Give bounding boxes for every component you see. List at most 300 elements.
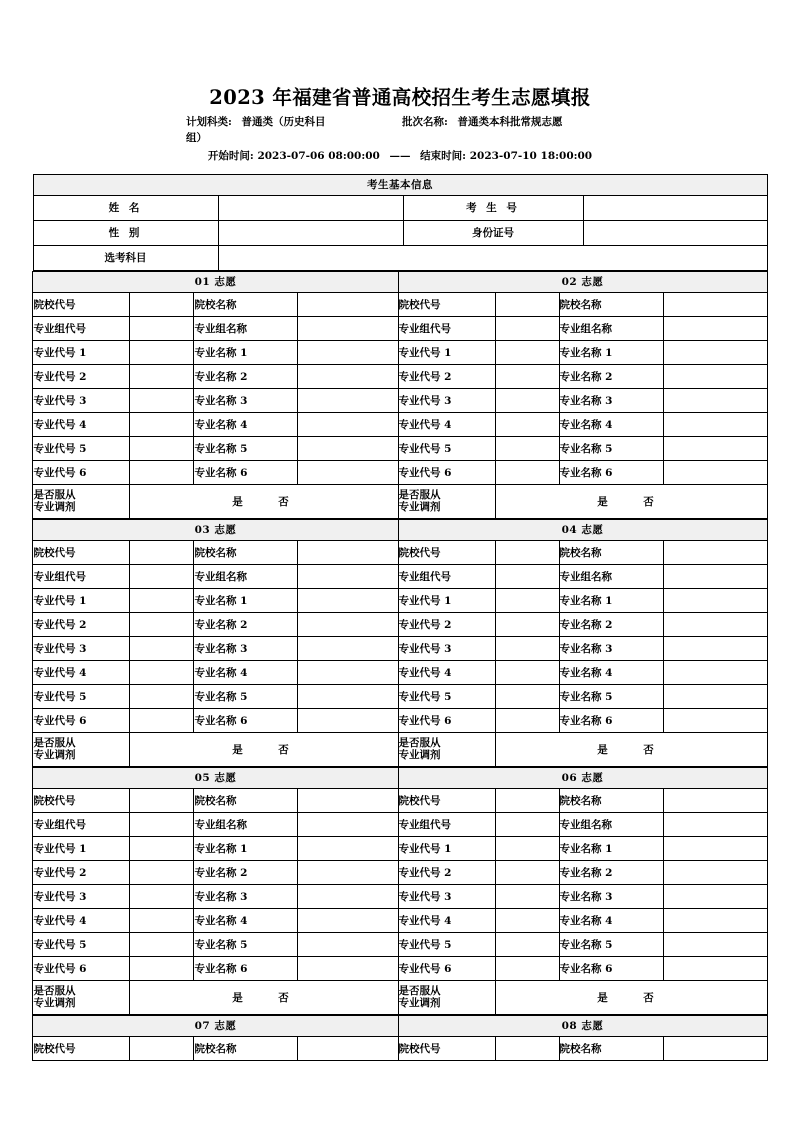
wish-3-major-name-6-field[interactable] [298, 708, 398, 732]
wish-header-row [33, 767, 767, 788]
wish-3-major-name-3-label: 专业名称 3 [194, 636, 298, 660]
table-row [33, 588, 767, 612]
wish-5-major-code-6-label: 专业代号 6 [33, 956, 130, 980]
wish-1-major-name-5-field[interactable] [298, 436, 398, 460]
wish-3-school-code-label: 院校代号 [33, 540, 130, 564]
wish-4-school-code-label: 院校代号 [398, 540, 495, 564]
wish-4-group-code-field[interactable] [495, 564, 559, 588]
adjust-label-line1: 是否服从 [398, 489, 441, 502]
wish-2-major-name-5-label: 专业名称 5 [559, 436, 663, 460]
wish-6-major-code-5-label: 专业代号 5 [398, 932, 495, 956]
table-row [33, 980, 767, 1014]
wish-5-adjust-label [33, 980, 130, 1014]
wish-3-major-code-5-label: 专业代号 5 [33, 684, 130, 708]
wish-2-major-code-4-field[interactable] [495, 412, 559, 436]
wish-6-major-name-4-label: 专业名称 4 [559, 908, 663, 932]
table-row [33, 708, 767, 732]
wish-3-group-name-label: 专业组名称 [194, 564, 298, 588]
wish-title-5: 05 志愿 [33, 767, 398, 788]
wish-2-major-code-5-label: 专业代号 5 [398, 436, 495, 460]
wish-1-major-name-4-field[interactable] [298, 412, 398, 436]
wish-5-major-name-2-field[interactable] [298, 860, 398, 884]
wish-6-adjust-options [495, 980, 767, 1014]
wish-7-school-code-field[interactable] [130, 1036, 194, 1060]
wish-1-adjust-options [130, 484, 398, 518]
wish-3-group-code-field[interactable] [130, 564, 194, 588]
table-row [33, 884, 767, 908]
adjust-label-line2: 专业调剂 [33, 749, 76, 762]
wish-5-adjust-options [130, 980, 398, 1014]
wish-5-major-name-6-field[interactable] [298, 956, 398, 980]
wish-3-major-name-2-field[interactable] [298, 612, 398, 636]
wish-2-major-code-3-label: 专业代号 3 [398, 388, 495, 412]
meta-row-time [0, 147, 800, 165]
wish-3-major-name-2-label: 专业名称 2 [194, 612, 298, 636]
wish-5-group-name-field[interactable] [298, 812, 398, 836]
wish-1-major-code-2-field[interactable] [130, 364, 194, 388]
wish-5-major-code-1-label: 专业代号 1 [33, 836, 130, 860]
wish-3-major-code-3-label: 专业代号 3 [33, 636, 130, 660]
wish-3-school-name-field[interactable] [298, 540, 398, 564]
adjust-label-line1: 是否服从 [398, 985, 441, 998]
subjects-label: 选考科目 [33, 245, 218, 270]
wish-3-major-code-6-label: 专业代号 6 [33, 708, 130, 732]
wish-1-major-name-1-field[interactable] [298, 340, 398, 364]
table-row [33, 484, 767, 518]
wish-5-major-code-3-field[interactable] [130, 884, 194, 908]
table-row [33, 195, 767, 220]
wish-4-major-code-5-field[interactable] [495, 684, 559, 708]
table-row [33, 388, 767, 412]
table-row [33, 292, 767, 316]
wish-8-school-code-label: 院校代号 [398, 1036, 495, 1060]
wish-1-group-code-label: 专业组代号 [33, 316, 130, 340]
wish-6-school-code-field[interactable] [495, 788, 559, 812]
wish-6-major-name-2-field[interactable] [663, 860, 767, 884]
wish-1-major-name-3-field[interactable] [298, 388, 398, 412]
table-row [33, 932, 767, 956]
name-field[interactable] [218, 195, 403, 220]
wish-4-major-name-5-field[interactable] [663, 684, 767, 708]
wish-6-major-code-4-field[interactable] [495, 908, 559, 932]
wish-2-major-name-1-field[interactable] [663, 340, 767, 364]
table-row [33, 364, 767, 388]
wish-6-school-name-label: 院校名称 [559, 788, 663, 812]
wish-5-major-name-5-label: 专业名称 5 [194, 932, 298, 956]
wish-5-adjust-option-yes[interactable]: 是 [232, 991, 243, 1004]
wish-5-major-code-4-label: 专业代号 4 [33, 908, 130, 932]
wish-2-school-name-field[interactable] [663, 292, 767, 316]
basic-info-table [33, 174, 768, 271]
wish-8-school-name-label: 院校名称 [559, 1036, 663, 1060]
wish-5-major-name-5-field[interactable] [298, 932, 398, 956]
plan-category-value: 普通类（历史科目组） [186, 116, 326, 145]
wish-4-major-name-6-field[interactable] [663, 708, 767, 732]
wish-5-major-code-5-field[interactable] [130, 932, 194, 956]
wish-1-major-name-1-label: 专业名称 1 [194, 340, 298, 364]
wish-7-school-code-label: 院校代号 [33, 1036, 130, 1060]
wish-4-group-name-field[interactable] [663, 564, 767, 588]
wish-6-major-name-6-field[interactable] [663, 956, 767, 980]
wish-3-major-name-3-field[interactable] [298, 636, 398, 660]
wish-6-major-code-5-field[interactable] [495, 932, 559, 956]
table-row [33, 540, 767, 564]
wish-2-major-code-1-label: 专业代号 1 [398, 340, 495, 364]
wish-1-school-name-field[interactable] [298, 292, 398, 316]
wish-group-table [32, 767, 767, 1015]
adjust-label-line1: 是否服从 [33, 985, 76, 998]
wish-6-major-name-3-field[interactable] [663, 884, 767, 908]
wish-2-major-name-4-field[interactable] [663, 412, 767, 436]
wish-4-school-name-field[interactable] [663, 540, 767, 564]
wish-3-major-name-5-field[interactable] [298, 684, 398, 708]
meta-row-primary [0, 115, 800, 147]
wish-5-major-code-1-field[interactable] [130, 836, 194, 860]
wish-4-major-name-1-label: 专业名称 1 [559, 588, 663, 612]
wish-1-group-code-field[interactable] [130, 316, 194, 340]
wish-3-major-name-1-label: 专业名称 1 [194, 588, 298, 612]
wish-6-major-code-6-field[interactable] [495, 956, 559, 980]
wish-4-major-name-6-label: 专业名称 6 [559, 708, 663, 732]
wish-2-major-name-1-label: 专业名称 1 [559, 340, 663, 364]
wish-1-major-code-4-label: 专业代号 4 [33, 412, 130, 436]
wish-7-school-name-label: 院校名称 [194, 1036, 298, 1060]
adjust-label-line1: 是否服从 [398, 737, 441, 750]
wish-1-adjust-label [33, 484, 130, 518]
wish-5-school-name-field[interactable] [298, 788, 398, 812]
wish-title-2: 02 志愿 [398, 271, 767, 292]
end-time-value: 2023-07-10 18:00:00 [469, 149, 593, 162]
wish-group-table [32, 519, 767, 767]
name-label: 姓 名 [33, 195, 218, 220]
wish-1-adjust-option-no[interactable]: 否 [278, 495, 289, 508]
wish-4-major-name-3-label: 专业名称 3 [559, 636, 663, 660]
wish-2-group-name-field[interactable] [663, 316, 767, 340]
wish-5-group-code-field[interactable] [130, 812, 194, 836]
wish-2-school-name-label: 院校名称 [559, 292, 663, 316]
wish-1-major-code-5-field[interactable] [130, 436, 194, 460]
wish-3-major-name-6-label: 专业名称 6 [194, 708, 298, 732]
wish-title-8: 08 志愿 [398, 1015, 767, 1036]
wish-4-major-name-4-label: 专业名称 4 [559, 660, 663, 684]
wish-title-3: 03 志愿 [33, 519, 398, 540]
id-no-field[interactable] [583, 220, 767, 245]
wish-4-adjust-label [398, 732, 495, 766]
wish-1-major-code-3-label: 专业代号 3 [33, 388, 130, 412]
wish-2-major-name-6-field[interactable] [663, 460, 767, 484]
wish-4-major-name-3-field[interactable] [663, 636, 767, 660]
wish-4-adjust-option-yes[interactable]: 是 [597, 743, 608, 756]
wish-3-major-code-1-label: 专业代号 1 [33, 588, 130, 612]
table-row [33, 220, 767, 245]
start-time-label: 开始时间: [207, 149, 254, 162]
table-row [33, 612, 767, 636]
wish-1-major-code-1-field[interactable] [130, 340, 194, 364]
wish-6-adjust-option-no[interactable]: 否 [643, 991, 654, 1004]
adjust-label-line2: 专业调剂 [33, 501, 76, 514]
wish-6-major-name-5-label: 专业名称 5 [559, 932, 663, 956]
wish-6-major-code-6-label: 专业代号 6 [398, 956, 495, 980]
wish-5-major-name-1-field[interactable] [298, 836, 398, 860]
wish-2-adjust-option-no[interactable]: 否 [643, 495, 654, 508]
wish-6-adjust-option-yes[interactable]: 是 [597, 991, 608, 1004]
form-meta [0, 110, 800, 164]
plan-category-label: 计划科类: [186, 116, 232, 129]
wish-6-major-name-1-field[interactable] [663, 836, 767, 860]
wish-6-major-name-4-field[interactable] [663, 908, 767, 932]
wish-4-major-code-3-label: 专业代号 3 [398, 636, 495, 660]
wish-1-major-name-2-label: 专业名称 2 [194, 364, 298, 388]
wish-2-major-name-5-field[interactable] [663, 436, 767, 460]
table-row [33, 340, 767, 364]
wish-2-major-code-1-field[interactable] [495, 340, 559, 364]
subjects-field[interactable] [218, 245, 767, 270]
wish-2-major-code-3-field[interactable] [495, 388, 559, 412]
wish-4-major-code-4-field[interactable] [495, 660, 559, 684]
wish-2-major-name-6-label: 专业名称 6 [559, 460, 663, 484]
wish-5-major-code-3-label: 专业代号 3 [33, 884, 130, 908]
wish-3-major-name-4-label: 专业名称 4 [194, 660, 298, 684]
wish-4-major-name-1-field[interactable] [663, 588, 767, 612]
wish-2-major-code-2-field[interactable] [495, 364, 559, 388]
wish-4-major-name-4-field[interactable] [663, 660, 767, 684]
wish-4-major-code-5-label: 专业代号 5 [398, 684, 495, 708]
wish-5-group-code-label: 专业组代号 [33, 812, 130, 836]
wish-1-school-name-label: 院校名称 [194, 292, 298, 316]
wish-5-school-code-label: 院校代号 [33, 788, 130, 812]
page-title: 2023 年福建省普通高校招生考生志愿填报 [209, 86, 591, 109]
wish-4-major-code-2-label: 专业代号 2 [398, 612, 495, 636]
wish-5-school-name-label: 院校名称 [194, 788, 298, 812]
wish-title-7: 07 志愿 [33, 1015, 398, 1036]
wish-5-school-code-field[interactable] [130, 788, 194, 812]
wish-5-major-code-2-field[interactable] [130, 860, 194, 884]
wish-1-major-name-3-label: 专业名称 3 [194, 388, 298, 412]
end-time-label: 结束时间: [420, 149, 467, 162]
wish-4-adjust-option-no[interactable]: 否 [643, 743, 654, 756]
wish-3-adjust-options [130, 732, 398, 766]
wish-6-major-code-2-label: 专业代号 2 [398, 860, 495, 884]
table-row [33, 732, 767, 766]
wish-2-major-code-5-field[interactable] [495, 436, 559, 460]
wish-title-1: 01 志愿 [33, 271, 398, 292]
wish-5-major-name-2-label: 专业名称 2 [194, 860, 298, 884]
wish-4-major-code-6-label: 专业代号 6 [398, 708, 495, 732]
wish-2-school-code-field[interactable] [495, 292, 559, 316]
exam-no-field[interactable] [583, 195, 767, 220]
wish-header-row [33, 519, 767, 540]
wish-2-school-code-label: 院校代号 [398, 292, 495, 316]
adjust-label-line2: 专业调剂 [398, 501, 441, 514]
wish-6-adjust-label [398, 980, 495, 1014]
wish-3-major-name-5-label: 专业名称 5 [194, 684, 298, 708]
wish-2-major-name-2-field[interactable] [663, 364, 767, 388]
wish-6-major-code-2-field[interactable] [495, 860, 559, 884]
wish-2-major-code-6-label: 专业代号 6 [398, 460, 495, 484]
wish-3-major-code-2-label: 专业代号 2 [33, 612, 130, 636]
adjust-label-line1: 是否服从 [33, 737, 76, 750]
adjust-label-line2: 专业调剂 [398, 749, 441, 762]
wish-3-major-code-4-field[interactable] [130, 660, 194, 684]
wish-group-table [32, 271, 767, 519]
wish-1-group-name-field[interactable] [298, 316, 398, 340]
wish-3-school-name-label: 院校名称 [194, 540, 298, 564]
wish-5-major-name-3-label: 专业名称 3 [194, 884, 298, 908]
wish-2-adjust-option-yes[interactable]: 是 [597, 495, 608, 508]
wish-6-major-code-1-label: 专业代号 1 [398, 836, 495, 860]
id-no-label: 身份证号 [403, 220, 583, 245]
wish-4-major-name-2-label: 专业名称 2 [559, 612, 663, 636]
exam-no-label: 考 生 号 [403, 195, 583, 220]
table-row [33, 460, 767, 484]
wish-1-major-code-1-label: 专业代号 1 [33, 340, 130, 364]
wish-3-major-code-6-field[interactable] [130, 708, 194, 732]
wish-1-major-name-4-label: 专业名称 4 [194, 412, 298, 436]
adjust-label-line2: 专业调剂 [33, 997, 76, 1010]
wish-2-adjust-label [398, 484, 495, 518]
wish-2-major-code-2-label: 专业代号 2 [398, 364, 495, 388]
table-row [33, 245, 767, 270]
wish-5-major-name-6-label: 专业名称 6 [194, 956, 298, 980]
batch-value: 普通类本科批常规志愿 [457, 116, 563, 129]
wish-1-school-code-label: 院校代号 [33, 292, 130, 316]
wish-5-major-code-2-label: 专业代号 2 [33, 860, 130, 884]
wish-4-major-code-1-label: 专业代号 1 [398, 588, 495, 612]
wish-2-group-code-label: 专业组代号 [398, 316, 495, 340]
table-row [33, 812, 767, 836]
wish-3-major-name-1-field[interactable] [298, 588, 398, 612]
table-row [33, 684, 767, 708]
wish-6-major-code-3-field[interactable] [495, 884, 559, 908]
wish-5-adjust-option-no[interactable]: 否 [278, 991, 289, 1004]
wish-6-group-name-label: 专业组名称 [559, 812, 663, 836]
wish-6-group-code-label: 专业组代号 [398, 812, 495, 836]
wish-5-group-name-label: 专业组名称 [194, 812, 298, 836]
wish-4-group-name-label: 专业组名称 [559, 564, 663, 588]
wish-3-adjust-option-yes[interactable]: 是 [232, 743, 243, 756]
wish-6-school-name-field[interactable] [663, 788, 767, 812]
wish-1-major-code-3-field[interactable] [130, 388, 194, 412]
table-row [33, 1036, 767, 1060]
wish-4-school-name-label: 院校名称 [559, 540, 663, 564]
wish-7-school-name-field[interactable] [298, 1036, 398, 1060]
wish-6-major-name-5-field[interactable] [663, 932, 767, 956]
wish-2-group-code-field[interactable] [495, 316, 559, 340]
wish-1-major-code-4-field[interactable] [130, 412, 194, 436]
batch-label: 批次名称: [402, 116, 448, 129]
wish-6-major-code-1-field[interactable] [495, 836, 559, 860]
table-row [33, 412, 767, 436]
table-row [33, 860, 767, 884]
wish-4-major-code-2-field[interactable] [495, 612, 559, 636]
wish-header-row [33, 271, 767, 292]
wish-6-major-name-6-label: 专业名称 6 [559, 956, 663, 980]
wish-1-group-name-label: 专业组名称 [194, 316, 298, 340]
wish-6-major-name-1-label: 专业名称 1 [559, 836, 663, 860]
wish-3-school-code-field[interactable] [130, 540, 194, 564]
table-row [33, 436, 767, 460]
plan-category [30, 115, 330, 147]
wish-1-adjust-option-yes[interactable]: 是 [232, 495, 243, 508]
table-row [33, 316, 767, 340]
table-row [33, 636, 767, 660]
wish-6-major-name-2-label: 专业名称 2 [559, 860, 663, 884]
wish-5-major-name-4-label: 专业名称 4 [194, 908, 298, 932]
basic-info-section-title: 考生基本信息 [33, 174, 767, 195]
gender-field[interactable] [218, 220, 403, 245]
wish-5-major-code-4-field[interactable] [130, 908, 194, 932]
wish-8-school-name-field[interactable] [663, 1036, 767, 1060]
wish-1-major-name-6-field[interactable] [298, 460, 398, 484]
wish-5-major-name-4-field[interactable] [298, 908, 398, 932]
wish-4-major-code-6-field[interactable] [495, 708, 559, 732]
wish-3-group-name-field[interactable] [298, 564, 398, 588]
wish-groups [0, 271, 800, 1061]
wish-title-6: 06 志愿 [398, 767, 767, 788]
wish-3-major-code-3-field[interactable] [130, 636, 194, 660]
wish-6-school-code-label: 院校代号 [398, 788, 495, 812]
wish-2-major-code-4-label: 专业代号 4 [398, 412, 495, 436]
wish-3-group-code-label: 专业组代号 [33, 564, 130, 588]
wish-1-major-code-6-field[interactable] [130, 460, 194, 484]
wish-3-major-code-4-label: 专业代号 4 [33, 660, 130, 684]
wish-2-major-name-3-field[interactable] [663, 388, 767, 412]
wish-2-adjust-options [495, 484, 767, 518]
wish-6-major-code-4-label: 专业代号 4 [398, 908, 495, 932]
wish-1-major-name-5-label: 专业名称 5 [194, 436, 298, 460]
wish-3-major-name-4-field[interactable] [298, 660, 398, 684]
wish-2-major-code-6-field[interactable] [495, 460, 559, 484]
table-row [33, 956, 767, 980]
wish-3-major-code-5-field[interactable] [130, 684, 194, 708]
wish-1-major-code-2-label: 专业代号 2 [33, 364, 130, 388]
wish-3-adjust-option-no[interactable]: 否 [278, 743, 289, 756]
wish-3-adjust-label [33, 732, 130, 766]
wish-4-adjust-options [495, 732, 767, 766]
gender-label: 性 别 [33, 220, 218, 245]
adjust-label-line1: 是否服从 [33, 489, 76, 502]
wish-2-major-name-2-label: 专业名称 2 [559, 364, 663, 388]
wish-1-school-code-field[interactable] [130, 292, 194, 316]
wish-1-major-code-6-label: 专业代号 6 [33, 460, 130, 484]
table-row [33, 660, 767, 684]
wish-4-major-code-4-label: 专业代号 4 [398, 660, 495, 684]
wish-3-major-code-1-field[interactable] [130, 588, 194, 612]
wish-4-school-code-field[interactable] [495, 540, 559, 564]
wish-4-major-code-3-field[interactable] [495, 636, 559, 660]
table-row [33, 908, 767, 932]
wish-4-major-code-1-field[interactable] [495, 588, 559, 612]
wish-1-major-name-2-field[interactable] [298, 364, 398, 388]
wish-5-major-code-6-field[interactable] [130, 956, 194, 980]
wish-4-group-code-label: 专业组代号 [398, 564, 495, 588]
wish-6-group-name-field[interactable] [663, 812, 767, 836]
wish-5-major-name-3-field[interactable] [298, 884, 398, 908]
wish-1-major-name-6-label: 专业名称 6 [194, 460, 298, 484]
wish-header-row [33, 1015, 767, 1036]
wish-2-group-name-label: 专业组名称 [559, 316, 663, 340]
basic-info-header-row [33, 174, 767, 195]
wish-title-4: 04 志愿 [398, 519, 767, 540]
wish-6-major-name-3-label: 专业名称 3 [559, 884, 663, 908]
wish-4-major-name-2-field[interactable] [663, 612, 767, 636]
time-separator: —— [389, 149, 411, 162]
wish-3-major-code-2-field[interactable] [130, 612, 194, 636]
wish-8-school-code-field[interactable] [495, 1036, 559, 1060]
wish-5-major-code-5-label: 专业代号 5 [33, 932, 130, 956]
adjust-label-line2: 专业调剂 [398, 997, 441, 1010]
wish-6-group-code-field[interactable] [495, 812, 559, 836]
